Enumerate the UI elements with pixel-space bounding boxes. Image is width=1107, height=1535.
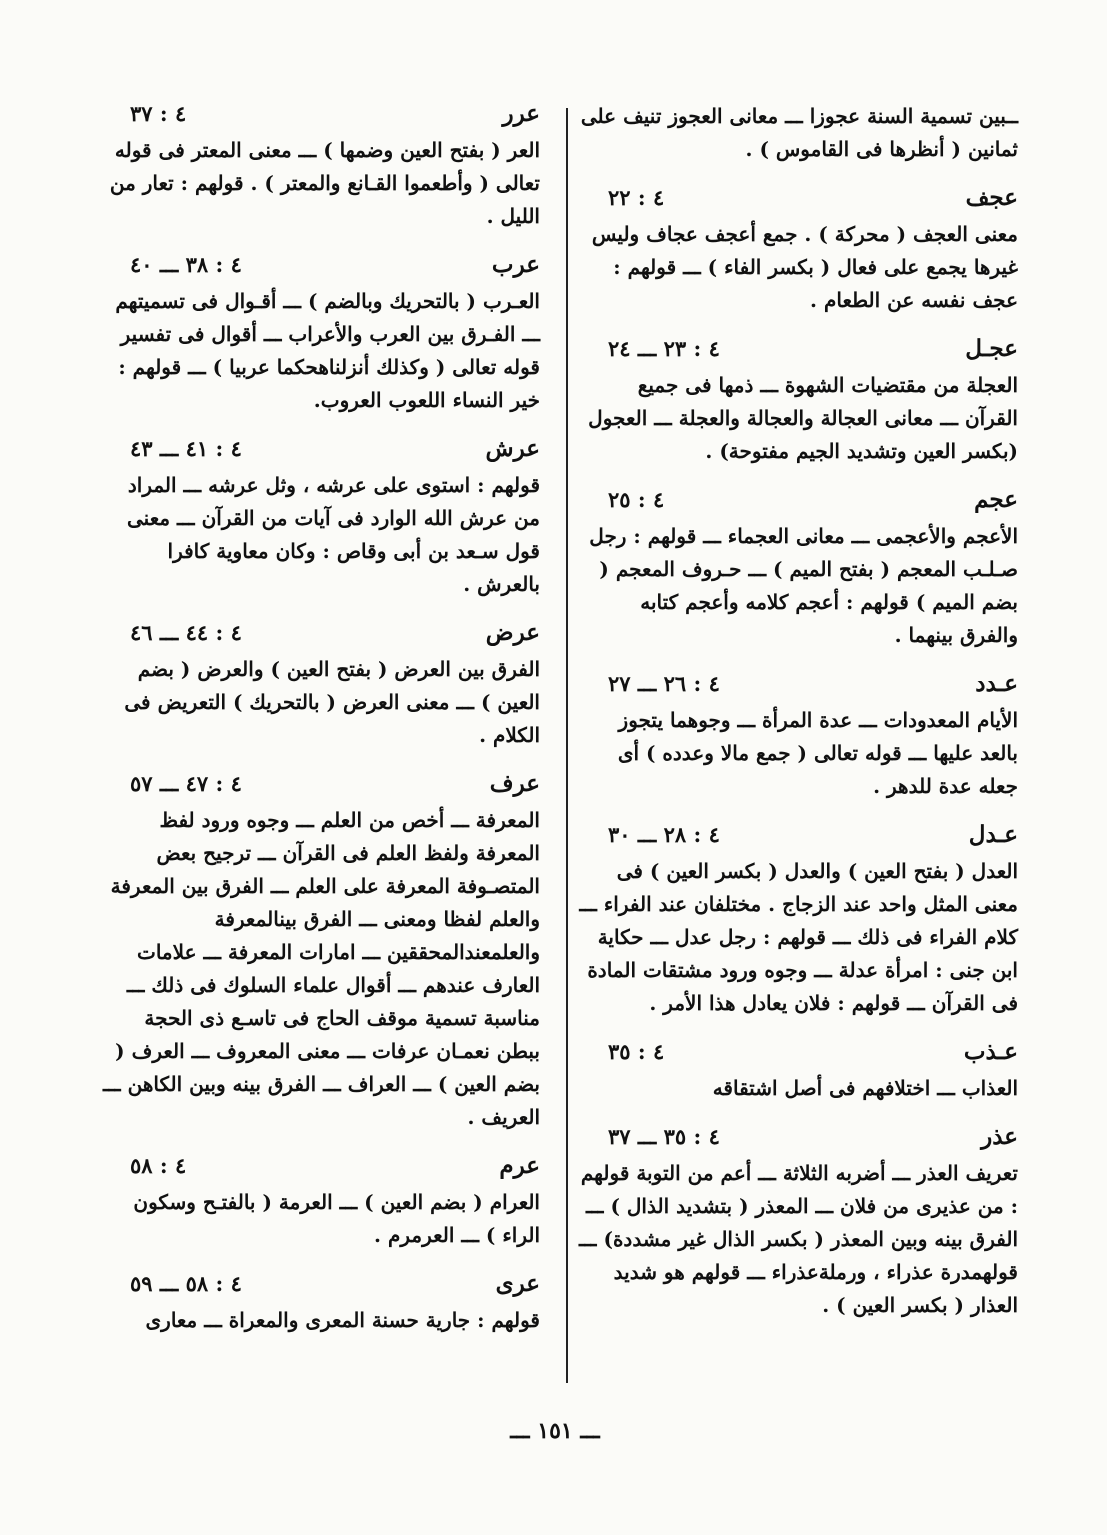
entry-term: عـذب [963, 1038, 1018, 1065]
entry-body: المعرفة ـــ أخص من العلم ـــ وجوه ورود لفظ المعرفة ولفظ العلم فى القرآن ـــ ترجيح بعض المتصـوفة المعرفة على العلم ـــ الفرق بين المعرفة والعلم لفظا ومعنى ـــ الفرق بينالمعرفة والعلمعندالمحققين ـــ امارات المعرفة ـــ علامات العارف عندهم ـــ أقوال علماء السلوك فى ذلك ـــ مناسبة تسمية موقف الحاج فى تاسـع ذى الحجة ببطن نعمـان عرفات ـــ معنى المعروف ـــ العرف ( بضم العين ) ـــ العراف ـــ الفرق بينه وبين الكاهن ـــ العريف . [103, 808, 540, 1129]
entry-reference: ٤ : ٢٢ [608, 185, 665, 210]
entry-reference: ٤ : ٣٥ ـــ ٣٧ [608, 1124, 720, 1149]
entry-reference: ٤ : ٢٥ [608, 487, 665, 512]
entry-body: العر ( بفتح العين وضمها ) ـــ معنى المعتر فى قوله تعالى ( وأطعموا القـانع والمعتر ) . قولهم : تعار من الليل . [109, 138, 540, 228]
entry-term: عرر [502, 100, 540, 127]
entry-body: العـرب ( بالتحريك وبالضم ) ـــ أقـوال فى تسميتهم ـــ الفـرق بين العرب والأعراب ـــ أقوال فى تفسير قوله تعالى ( وكذلك أنزلناهحكما عربيا ) ـــ قولهم : خير النساء اللعوب العروب. [115, 289, 540, 412]
entry-reference: ٤ : ٥٨ ـــ ٥٩ [130, 1271, 242, 1296]
entry-body: العرام ( بضم العين ) ـــ العرمة ( بالفتـح وسكون الراء ) ـــ العرمرم . [133, 1190, 540, 1247]
column-divider [566, 108, 568, 1383]
entry-ajf [578, 184, 1018, 317]
entry-body: قولهم : جارية حسنة المعرى والمعراة ـــ معارى [145, 1308, 540, 1332]
entry-ard [100, 619, 540, 752]
entry-body: الأعجم والأعجمى ـــ معانى العجماء ـــ قولهم : رجل صـلـب المعجم ( بفتح الميم ) ـــ حـروف المعجم ( بضم الميم ) قولهم : أعجم كلامه وأعجم كتابه والفرق بينهما . [589, 524, 1018, 647]
entry-reference: ٤ : ٢٨ ـــ ٣٠ [608, 822, 720, 847]
entry-arr [100, 100, 540, 233]
entry-reference: ٤ : ٣٧ [130, 101, 187, 126]
right-column [578, 100, 1018, 1340]
entry-reference: ٤ : ٢٣ ـــ ٢٤ [608, 336, 720, 361]
entry-body: العذاب ـــ اختلافهم فى أصل اشتقاقه [712, 1076, 1018, 1100]
entry-term: عـدد [975, 670, 1018, 697]
entry-body: الأيام المعدودات ـــ عدة المرأة ـــ وجوهما يتجوز بالعد عليها ـــ قوله تعالى ( جمع مالا وعدده ) أى جعله عدة للدهر . [617, 708, 1018, 798]
entry-body: تعريف العذر ـــ أضربه الثلاثة ـــ أعم من التوبة قولهم : من عذيرى من فلان ـــ المعذر ( بتشديد الذال ) ـــ الفرق بينه وبين المعذر ( بكسر الذال غير مشددة) ـــ قولهمدرة عذراء ، ورملةعذراء ـــ قولهم هو شديد العذار ( بكسر العين ) . [578, 1161, 1018, 1317]
entry-term: عجـل [965, 335, 1018, 362]
entry-reference: ٤ : ٤١ ـــ ٤٣ [130, 436, 242, 461]
entry-term: عجف [965, 184, 1018, 211]
entry-term: عرم [499, 1152, 540, 1179]
entry-adl [578, 821, 1018, 1020]
entry-arsh [100, 435, 540, 601]
entry-body: قولهم : استوى على عرشه ، وثل عرشه ـــ المراد من عرش الله الوارد فى آيات من القرآن ـــ معنى قول سـعد بن أبى وقاص : وكان معاوية كافرا بالعرش . [127, 473, 540, 596]
entry-term: عرف [489, 770, 540, 797]
entry-term: عرى [495, 1270, 540, 1297]
left-column [100, 100, 540, 1355]
entry-arb [100, 251, 540, 417]
entry-body: العدل ( بفتح العين ) والعدل ( بكسر العين ) فى معنى المثل واحد عند الزجاج . مختلفان عند الفراء ـــ كلام الفراء فى ذلك ـــ قولهم : رجل عدل ـــ حكاية ابن جنى : امرأة عدلة ـــ وجوه ورود مشتقات المادة فى القرآن ـــ قولهم : فلان يعادل هذا الأمر . [579, 859, 1018, 1015]
entry-term: عجم [974, 486, 1018, 513]
entry-ajl [578, 335, 1018, 468]
entry-ara [100, 1270, 540, 1337]
entry-term: عرش [485, 435, 540, 462]
entry-term: عذر [981, 1123, 1018, 1150]
entry-reference: ٤ : ٤٤ ـــ ٤٦ [130, 620, 242, 645]
entry-body: الفرق بين العرض ( بفتح العين ) والعرض ( بضم العين ) ـــ معنى العرض ( بالتحريك ) التعريض فى الكلام . [124, 657, 540, 747]
entry-body: العجلة من مقتضيات الشهوة ـــ ذمها فى جميع القرآن ـــ معانى العجالة والعجالة والعجلة ـــ العجول (بكسر العين وتشديد الجيم مفتوحة) . [588, 373, 1018, 463]
entry-term: عـدل [968, 821, 1018, 848]
entry-term: عرب [491, 251, 540, 278]
entry-arm [100, 1152, 540, 1252]
entry-reference: ٤ : ٢٦ ـــ ٢٧ [608, 671, 720, 696]
entry-adhb [578, 1038, 1018, 1105]
entry-reference: ٤ : ٣٨ ـــ ٤٠ [130, 252, 242, 277]
entry-reference: ٤ : ٤٧ ـــ ٥٧ [130, 771, 242, 796]
entry-reference: ٤ : ٣٥ [608, 1039, 665, 1064]
entry-ajm [578, 486, 1018, 652]
entry-arf [100, 770, 540, 1134]
entry-term: عرض [485, 619, 540, 646]
entry-add [578, 670, 1018, 803]
entry-body: معنى العجف ( محركة ) . جمع أعجف عجاف وليس غيرها يجمع على فعال ( بكسر الفاء ) ـــ قولهم : عجف نفسه عن الطعام . [591, 222, 1018, 312]
continuation-text: ــبين تسمية السنة عجوزا ـــ معانى العجوز تنيف على ثمانين ( أنظرها فى القاموس ) . [580, 104, 1018, 161]
page-number: ـــ ١٥١ ـــ [510, 1418, 600, 1444]
entry-reference: ٤ : ٥٨ [130, 1153, 187, 1178]
entry-adhr [578, 1123, 1018, 1322]
